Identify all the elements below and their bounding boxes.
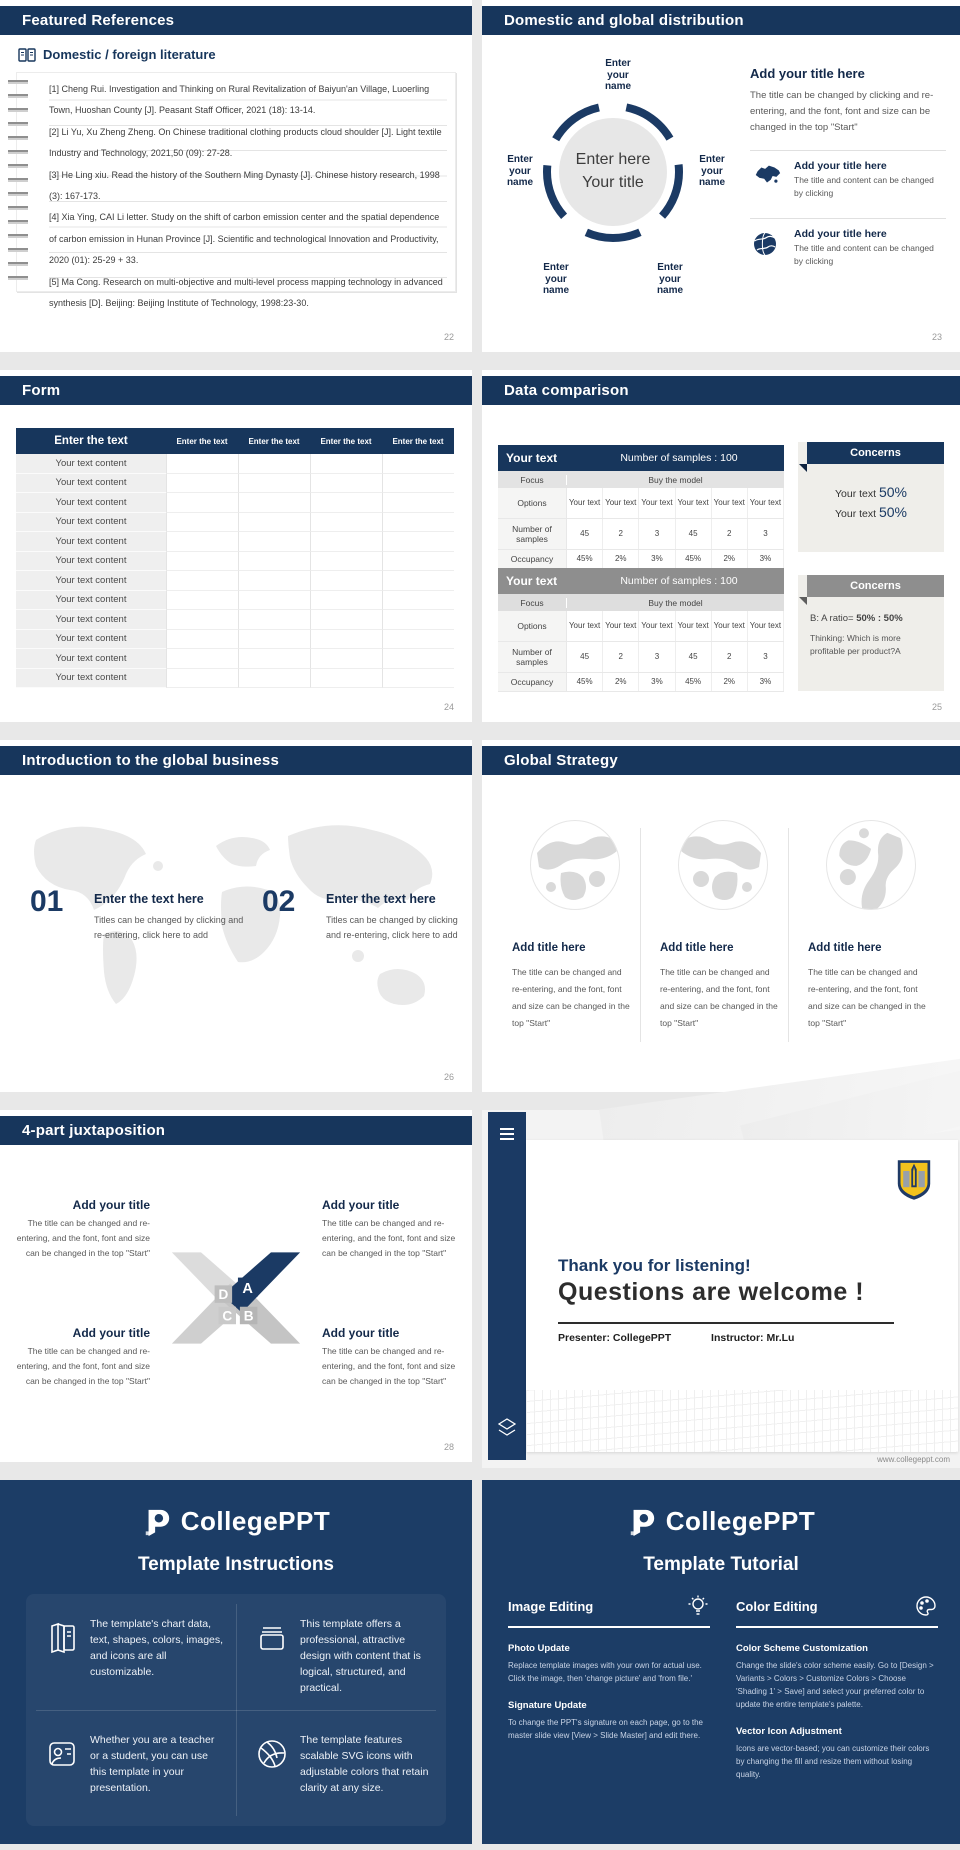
spiral-binding-icon: [8, 77, 28, 285]
reference-list: [49, 75, 447, 309]
slide-24-form[interactable]: [0, 370, 472, 722]
comparison-table-1: Your text Number of samples : 100 Focus Buy the model Options Your text Your text Your text Your text Your text Your text Number of samples 45 2 3 45 2 3 Occupancy 45% 2% 3% 45% 2% 3%: [498, 445, 784, 569]
globe-graphic-2: [678, 820, 768, 910]
slide-title: Introduction to the global business: [0, 746, 472, 775]
circle-label-bottom-right: Enter your name: [656, 262, 684, 296]
globe-graphic-1: [530, 820, 620, 910]
thanks-line-1: Thank you for listening!: [558, 1256, 751, 1275]
circle-label-top: Enter your name: [604, 58, 632, 92]
section-title: Domestic / foreign literature: [43, 47, 216, 62]
circle-center-text: Enter here Your title: [575, 151, 651, 191]
form-header-cell: Enter the text: [320, 436, 372, 446]
university-crest-logo: [896, 1158, 932, 1202]
slide-sidebar: [488, 1112, 526, 1460]
table-row: Your text content: [16, 474, 454, 494]
tutorial-column-color-editing: Color Editing Color Scheme Customization Change the slide's color scheme easily. Go to [Design > Variants > Colors > Customize Colors > Choose 'Shading 1' > Save] and select your preferred color to update the entire template's palette. Vector Icon Adjustment Icons are vector-based; you can customize their colors by changing the fill and resize them without losing quality.: [736, 1594, 938, 1781]
reference-item: [4] Xia Ying, CAI Li letter. Study on the shift of carbon emission center and the spatial dependence of carbon emission in Hunan Province [J]. Scientific and technological Innovation and Productivity, 2020 (01): 25-29 + 33.: [49, 212, 440, 266]
dribbble-icon: [254, 1736, 290, 1772]
page-number: 23: [931, 332, 942, 342]
svg-text:C: C: [222, 1308, 233, 1324]
slide-thank-you[interactable]: [482, 1110, 960, 1468]
table-row: Your text content: [16, 493, 454, 513]
slide-27-global-strategy[interactable]: [482, 740, 960, 1092]
slide-title: Domestic and global distribution: [482, 6, 960, 35]
table-row: Your text content: [16, 630, 454, 650]
slide-title: Global Strategy: [482, 746, 960, 775]
id-card-icon: [44, 1736, 80, 1772]
open-book-icon: [18, 48, 36, 62]
table-row: Your text content: [16, 513, 454, 533]
reference-item: [1] Cheng Rui. Investigation and Thinking on Rural Revitalization of Baiyun'an Village, Luoerling Town, Huoshan County [J]. Peasant Staff Officer, 2021 (18): 13-14.: [49, 84, 430, 116]
archive-box-icon: [254, 1620, 290, 1656]
panel-title: Template Instructions: [137, 1554, 334, 1575]
hamburger-menu-icon: [500, 1128, 514, 1143]
globe-graphic-3: [810, 804, 933, 927]
page-number: 25: [931, 702, 942, 712]
form-table-header: [16, 428, 454, 454]
tutorial-column-image-editing: Image Editing Photo Update Replace template images with your own for actual use. Click the image, then 'change picture' and 'from file.' Signature Update To change the PPT's signature on each page, go to the master slide view [View > Slide Master] and edit there.: [508, 1594, 710, 1781]
slide-23-distribution[interactable]: [482, 0, 960, 352]
page-number: 22: [443, 332, 454, 342]
comparison-table-2: Your text Number of samples : 100 Focus Buy the model Options Your text Your text Your text Your text Your text Your text Number of samples 45 2 3 45 2 3 Occupancy 45% 2% 3% 45% 2% 3%: [498, 568, 784, 692]
table-row: Your text content: [16, 454, 454, 474]
brand-name: CollegePPT: [665, 1506, 816, 1536]
slide-22-featured-references[interactable]: [0, 0, 472, 352]
slide-25-data-comparison[interactable]: [482, 370, 960, 722]
table-row: Your text content: [16, 669, 454, 689]
ribbon-x-graphic: [168, 1250, 304, 1346]
page-number: 26: [443, 1072, 454, 1082]
slide-28-juxtaposition[interactable]: 4-part juxtaposition Add your title The title can be changed and re-entering, and the font, font and size can be changed in the top "Start" Add your title The title can be changed and re-entering, and the font, font and size can be changed in the top "Start" Add your title The title can be changed and re-entering, and the font, font and size can be changed in the top "Start" Add your title The title can be changed and re-entering, and the font, font and size can be changed in the top "Start" D A C B 28: [0, 1110, 472, 1462]
strategy-body-3: The title can be changed and re-entering, and the font, font and size can be changed in the top "Start": [808, 967, 926, 1028]
brand-name: CollegePPT: [180, 1506, 331, 1536]
panel-title: Template Tutorial: [643, 1554, 799, 1575]
strategy-title-3: Add title here: [808, 942, 882, 954]
reference-item: [3] He Ling xiu. Read the history of the Southern Ming Dynasty [J]. Chinese history research, 1998 (3): 167-173.: [49, 169, 440, 202]
china-map-icon: [752, 163, 782, 187]
table-row: Your text content: [16, 610, 454, 630]
divider-rule: [558, 1322, 894, 1324]
layers-icon: [498, 1418, 516, 1438]
instruction-item-4: The template features scalable SVG icons with adjustable colors that retain clarity at any size.: [236, 1710, 446, 1826]
table-row: Your text content: [16, 552, 454, 572]
circle-diagram: [498, 52, 738, 308]
table-row: Your text content: [16, 649, 454, 669]
form-header-cell: Enter the text: [392, 436, 444, 446]
strategy-title-2: Add title here: [660, 942, 734, 954]
table-row: Your text content: [16, 591, 454, 611]
instructions-grid: [26, 1594, 446, 1826]
table-row: Your text content: [16, 532, 454, 552]
instruction-item-1: The template's chart data, text, shapes, colors, images, and icons are all customizable.: [26, 1594, 236, 1710]
right-body: The title can be changed by clicking and re-entering, and the font, font and size can be changed in the top "Start": [750, 90, 934, 133]
strategy-body-1: The title can be changed and re-entering, and the font, font and size can be changed in the top "Start": [512, 967, 630, 1028]
website-url[interactable]: www.collegeppt.com: [877, 1455, 950, 1464]
slide-title: Form: [0, 376, 472, 405]
form-table-body: [16, 454, 454, 688]
instruction-item-3: Whether you are a teacher or a student, you can use this template in your presentation.: [26, 1710, 236, 1826]
collegeppt-logo-icon: [142, 1507, 172, 1537]
reference-item: [2] Li Yu, Xu Zheng Zheng. On Chinese traditional clothing products cloud shoulder [J]. Light textile Industry and Technology, 2021,50 (09): 27-28.: [49, 126, 442, 159]
page-number: 24: [443, 702, 454, 712]
form-header-cell: Enter the text: [248, 436, 300, 446]
concerns-box-1: Concerns Your text 50% Your text 50%: [798, 442, 944, 552]
right-title: Add your title here: [750, 66, 865, 81]
presenter-label: Presenter: CollegePPT: [558, 1332, 672, 1344]
strategy-title-1: Add title here: [512, 942, 586, 954]
distribution-item-domestic: Add your title here The title and content can be changed by clicking: [750, 150, 946, 199]
reference-item: [5] Ma Cong. Research on multi-objective and multi-level process mapping technology in advanced synthesis [D]. Beijing: Beijing Institute of Technology, 1998:23-30.: [49, 276, 443, 309]
form-header-cell: Enter the text: [176, 436, 228, 446]
instruction-item-2: This template offers a professional, attractive design with content that is logical, structured, and practical.: [236, 1594, 446, 1710]
svg-text:D: D: [218, 1286, 229, 1302]
palette-icon: [914, 1594, 938, 1618]
bulb-icon: [686, 1594, 710, 1618]
circle-label-bottom-left: Enter your name: [542, 262, 570, 296]
brochure-icon: [44, 1620, 80, 1656]
circle-label-right: Enter your name: [698, 154, 726, 188]
distribution-item-global: Add your title here The title and content can be changed by clicking: [750, 218, 946, 267]
table-row: Your text content: [16, 571, 454, 591]
instructor-label: Instructor: Mr.Lu: [711, 1332, 795, 1344]
page-number: 28: [443, 1442, 454, 1452]
concerns-box-2: Concerns B: A ratio= 50% : 50% Thinking: Which is more profitable per product?A: [798, 575, 944, 691]
mesh-background: [526, 1390, 958, 1452]
strategy-body-2: The title can be changed and re-entering, and the font, font and size can be changed in the top "Start": [660, 967, 778, 1028]
slide-title: Data comparison: [482, 376, 960, 405]
thank-you-slide-body: [526, 1140, 958, 1452]
circle-label-left: Enter your name: [506, 154, 534, 188]
form-header-cell: Enter the text: [54, 435, 128, 447]
globe-icon: [752, 231, 778, 257]
svg-text:B: B: [243, 1308, 254, 1324]
slide-title: Featured References: [0, 6, 472, 35]
form-table: [16, 428, 454, 688]
slide-26-global-business[interactable]: Introduction to the global business 01 Enter the text here Titles can be changed by clicking and re-entering, click here to add 02 Enter the text here Titles can be changed by clicking and re-entering, click here to add 26: [0, 740, 472, 1092]
thanks-line-2: Questions are welcome !: [558, 1278, 865, 1306]
template-tutorial-panel: [482, 1480, 960, 1844]
template-instructions-panel: [0, 1480, 472, 1844]
collegeppt-logo-icon: [627, 1507, 657, 1537]
svg-text:A: A: [242, 1281, 253, 1298]
slide-title: 4-part juxtaposition: [0, 1116, 472, 1145]
notebook-sheet: [16, 72, 456, 309]
